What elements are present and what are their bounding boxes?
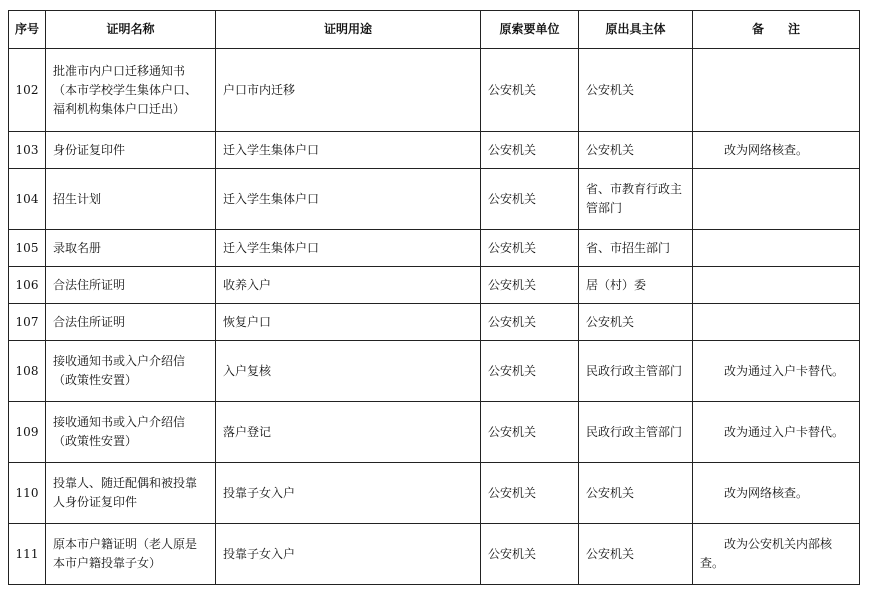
row-number: 106	[9, 267, 46, 304]
certificate-name: 录取名册	[46, 230, 216, 267]
original-issuer: 省、市招生部门	[579, 230, 693, 267]
table-row	[9, 267, 860, 304]
certificate-name: 招生计划	[46, 169, 216, 230]
original-requester: 公安机关	[481, 402, 579, 463]
certificate-use: 迁入学生集体户口	[216, 169, 481, 230]
document-page	[8, 10, 860, 585]
certificate-name: 投靠人、随迁配偶和被投靠人身份证复印件	[46, 463, 216, 524]
row-number: 109	[9, 402, 46, 463]
original-requester: 公安机关	[481, 341, 579, 402]
table-header-row	[9, 11, 860, 49]
table-row	[9, 402, 860, 463]
original-issuer: 公安机关	[579, 49, 693, 132]
certificate-name: 接收通知书或入户介绍信（政策性安置）	[46, 402, 216, 463]
certificate-name: 身份证复印件	[46, 132, 216, 169]
certificate-table	[8, 10, 860, 585]
table-row	[9, 49, 860, 132]
original-requester: 公安机关	[481, 304, 579, 341]
row-number: 102	[9, 49, 46, 132]
remark	[693, 304, 860, 341]
remark	[693, 49, 860, 132]
remark	[693, 230, 860, 267]
remark: 改为公安机关内部核查。	[693, 524, 860, 585]
original-issuer: 公安机关	[579, 524, 693, 585]
original-issuer: 公安机关	[579, 132, 693, 169]
certificate-use: 迁入学生集体户口	[216, 132, 481, 169]
row-number: 108	[9, 341, 46, 402]
row-number: 105	[9, 230, 46, 267]
table-row	[9, 463, 860, 524]
table-row	[9, 341, 860, 402]
row-number: 107	[9, 304, 46, 341]
certificate-name: 接收通知书或入户介绍信（政策性安置）	[46, 341, 216, 402]
original-requester: 公安机关	[481, 169, 579, 230]
table-row	[9, 169, 860, 230]
original-issuer: 居（村）委	[579, 267, 693, 304]
row-number: 104	[9, 169, 46, 230]
original-requester: 公安机关	[481, 267, 579, 304]
row-number: 111	[9, 524, 46, 585]
table-row	[9, 304, 860, 341]
row-number: 103	[9, 132, 46, 169]
header-serial-number: 序号	[9, 11, 46, 49]
original-issuer: 省、市教育行政主管部门	[579, 169, 693, 230]
row-number: 110	[9, 463, 46, 524]
remark	[693, 169, 860, 230]
original-issuer: 民政行政主管部门	[579, 402, 693, 463]
remark: 改为网络核查。	[693, 463, 860, 524]
certificate-use: 落户登记	[216, 402, 481, 463]
table-row	[9, 132, 860, 169]
header-certificate-use: 证明用途	[216, 11, 481, 49]
remark: 改为通过入户卡替代。	[693, 341, 860, 402]
remark: 改为通过入户卡替代。	[693, 402, 860, 463]
remark	[693, 267, 860, 304]
certificate-name: 原本市户籍证明（老人原是本市户籍投靠子女）	[46, 524, 216, 585]
original-requester: 公安机关	[481, 524, 579, 585]
original-requester: 公安机关	[481, 463, 579, 524]
original-requester: 公安机关	[481, 49, 579, 132]
remark: 改为网络核查。	[693, 132, 860, 169]
certificate-use: 户口市内迁移	[216, 49, 481, 132]
table-row	[9, 230, 860, 267]
certificate-use: 入户复核	[216, 341, 481, 402]
certificate-name: 合法住所证明	[46, 304, 216, 341]
certificate-name: 合法住所证明	[46, 267, 216, 304]
certificate-use: 迁入学生集体户口	[216, 230, 481, 267]
original-issuer: 公安机关	[579, 463, 693, 524]
table-row	[9, 524, 860, 585]
header-original-requester: 原索要单位	[481, 11, 579, 49]
certificate-use: 投靠子女入户	[216, 463, 481, 524]
certificate-use: 收养入户	[216, 267, 481, 304]
original-requester: 公安机关	[481, 230, 579, 267]
header-certificate-name: 证明名称	[46, 11, 216, 49]
header-original-issuer: 原出具主体	[579, 11, 693, 49]
certificate-name: 批准市内户口迁移通知书（本市学校学生集体户口、福利机构集体户口迁出）	[46, 49, 216, 132]
certificate-use: 恢复户口	[216, 304, 481, 341]
header-remarks: 备 注	[693, 11, 860, 49]
original-requester: 公安机关	[481, 132, 579, 169]
certificate-use: 投靠子女入户	[216, 524, 481, 585]
original-issuer: 公安机关	[579, 304, 693, 341]
original-issuer: 民政行政主管部门	[579, 341, 693, 402]
